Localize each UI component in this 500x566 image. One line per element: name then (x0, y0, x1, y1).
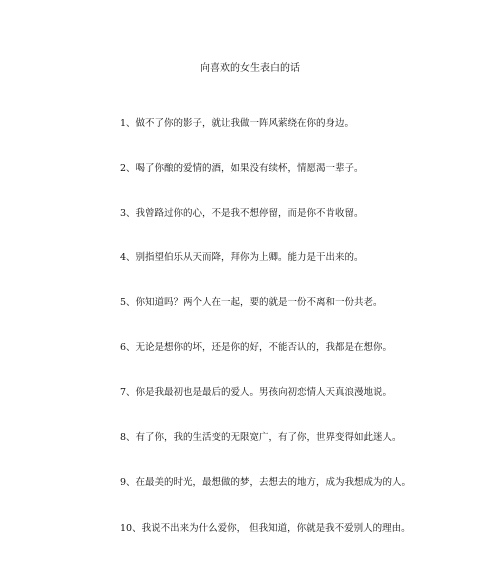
list-item (120, 251, 490, 264)
item-number: 2、 (120, 163, 136, 174)
list-item (120, 207, 490, 220)
item-number: 8、 (120, 432, 136, 443)
item-number: 4、 (120, 252, 136, 263)
item-number: 6、 (120, 342, 136, 353)
item-text: 你是我最初也是最后的爱人。男孩向初恋情人天真浪漫地说。 (135, 387, 393, 398)
list-item (120, 341, 490, 354)
list-item (120, 522, 490, 535)
document-title: 向喜欢的女生表白的话 (200, 63, 300, 74)
item-text: 别指望伯乐从天而降，拜你为上卿。能力是干出来的。 (135, 252, 364, 263)
item-text: 喝了你酿的爱情的酒，如果没有续杯，情愿渴一辈子。 (135, 163, 364, 174)
list-item (120, 386, 490, 399)
item-number: 5、 (120, 297, 136, 308)
list-item (120, 476, 490, 489)
list-item (120, 431, 490, 444)
item-text: 在最美的时光，最想做的梦，去想去的地方，成为我想成为的人。 (135, 477, 412, 488)
item-text: 我说不出来为什么爱你， 但我知道，你就是我不爱别人的理由。 (141, 523, 411, 534)
item-text: 你知道吗？两个人在一起，要的就是一份不离和一份共老。 (135, 297, 383, 308)
item-text: 有了你，我的生活变的无限宽广，有了你，世界变得如此迷人。 (135, 432, 402, 443)
list-item (120, 162, 490, 175)
item-text: 我曾路过你的心，不是我不想停留，而是你不肯收留。 (135, 208, 364, 219)
item-number: 7、 (120, 387, 136, 398)
item-number: 1、 (120, 118, 136, 129)
item-number: 3、 (120, 208, 136, 219)
list-item (120, 296, 490, 309)
item-text: 无论是想你的坏，还是你的好，不能否认的，我都是在想你。 (135, 342, 393, 353)
item-text: 做不了你的影子，就让我做一阵风萦绕在你的身边。 (135, 118, 355, 129)
list-item (120, 117, 490, 130)
item-number: 9、 (120, 477, 136, 488)
item-number: 10、 (120, 523, 142, 534)
